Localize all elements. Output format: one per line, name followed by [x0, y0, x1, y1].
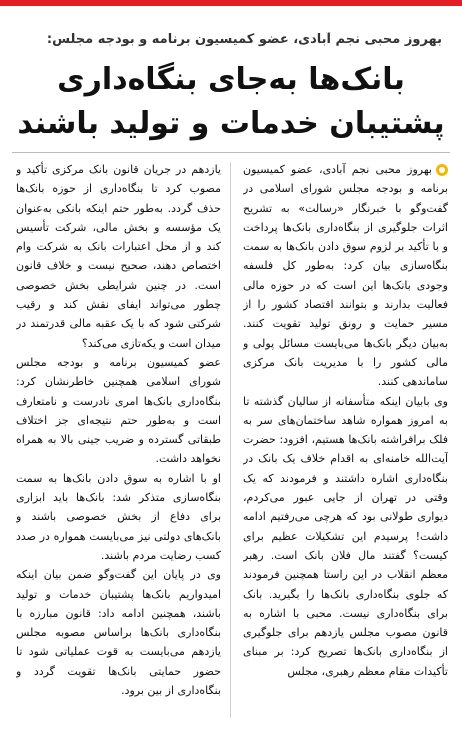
- top-accent-bar: [0, 0, 462, 6]
- left-paragraph-1: یازدهم در جریان قانون بانک مرکزی تأکید و مصوب کرد تا بنگاه‌داری از حوزه بانک‌ها حذف گردد. به‌طور حتم اینکه بانکی به‌عنوان یک مؤسسه و بخش مالی، شرکت تأسیس کند و از محل اعتبارات بانک به شرکت وام اختصاص دهند، صحیح نیست و خلاف قانون است. در چنین شرایطی بخش خصوصی چطور می‌تواند ایفای نقش کند و رقیب شرکتی شود که با یک عقبه مالی قدرتمند در میدان است و یکه‌تازی می‌کند؟: [16, 163, 221, 350]
- headline-divider: [12, 152, 450, 153]
- left-paragraph-4: وی در پایان این گفت‌وگو ضمن بیان اینکه امیدواریم بانک‌ها پشتیبان خدمات و تولید باشند، همچنین ادامه داد: قانون مبارزه با بنگاه‌داری بانک‌ها براساس مصوبه مجلس یازدهم می‌بایست به قوت عملیاتی شود تا حضور حمایتی بانک‌ها تقویت گردد و بنگاه‌داری از بین برود.: [16, 568, 221, 698]
- right-paragraph-1: [243, 160, 448, 392]
- article-kicker: بهروز محبی نجم آبادی، عضو کمیسیون برنامه و بودجه مجلس:: [46, 32, 442, 47]
- left-column: [16, 160, 221, 722]
- right-paragraph-2: وی بابیان اینکه متأسفانه از سالیان گذشته تا به امروز همواره شاهد ساختمان‌های سر به فلک برافراشته بانک‌ها هستیم، افزود: حضرت آیت‌الله خامنه‌ای به اقدام خلاف یک بانک در بنگاه‌داری اشاره داشتند و فرمودند که یک وقتی در تهران از جایی عبور می‌کردم، دیواری طولانی بود که هرچی می‌رفتیم ادامه داشت! پرسیدم این تشکیلات عظیم برای کیست؟ گفتند مال فلان بانک است. رهبر معظم انقلاب در این راستا همچنین فرمودند که جلوی بنگاه‌داری بانک‌ها را بگیرید. بانک برای بنگاه‌داری نیست. محبی با اشاره به قانون مصوب مجلس یازدهم برای جلوگیری از بنگاه‌داری بانک‌ها تصریح کرد: بر مبنای تأکیدات مقام معظم رهبری، مجلس: [243, 394, 448, 678]
- left-paragraph-3: او با اشاره به سوق دادن بانک‌ها به سمت بنگاه‌سازی متذکر شد: بانک‌ها باید ابزاری برای دفاع از بخش خصوصی باشند و بانک‌های دولتی نیز می‌بایست همواره در صدد کسب رضایت مردم باشند.: [16, 471, 221, 562]
- headline-line-2: پشتیبان خدمات و تولید باشند: [17, 106, 445, 141]
- column-separator: [230, 162, 231, 718]
- right-paragraph-1-text: بهروز محبی نجم آبادی، عضو کمیسیون برنامه و بودجه مجلس شورای اسلامی در گفت‌وگو با خبرنگار «رسالت» به تشریح اثرات جلوگیری از بنگاه‌داری بانک‌ها پرداخت و با تأکید بر لزوم سوق دادن بانک‌ها به سمت بنگاه‌سازی بیان کرد: به‌طور کل فلسفه وجودی بانک‌ها این است که در حوزه مالی فعالیت بدارند و بتوانند اقتصاد کشور را از مسیر حمایت و رونق تولید تقویت کنند. به‌بیان دیگر بانک‌ها می‌بایست مسائل پولی و مالی کشور را با مدیریت بانک مرکزی ساماندهی کنند.: [243, 163, 448, 389]
- right-column: [243, 160, 448, 722]
- article-headline: [10, 58, 452, 146]
- bullet-marker-icon: [436, 164, 448, 176]
- headline-line-1: بانک‌ها به‌جای بنگاه‌داری: [57, 62, 405, 97]
- left-paragraph-2: عضو کمیسیون برنامه و بودجه مجلس شورای اسلامی همچنین خاطرنشان کرد: بنگاه‌داری بانک‌ها امری نادرست و نامتعارف است و به‌طور حتم نتیجه‌ای جز اختلاف طبقاتی گسترده و ضریب جینی بالا به همراه نخواهد داشت.: [16, 355, 221, 466]
